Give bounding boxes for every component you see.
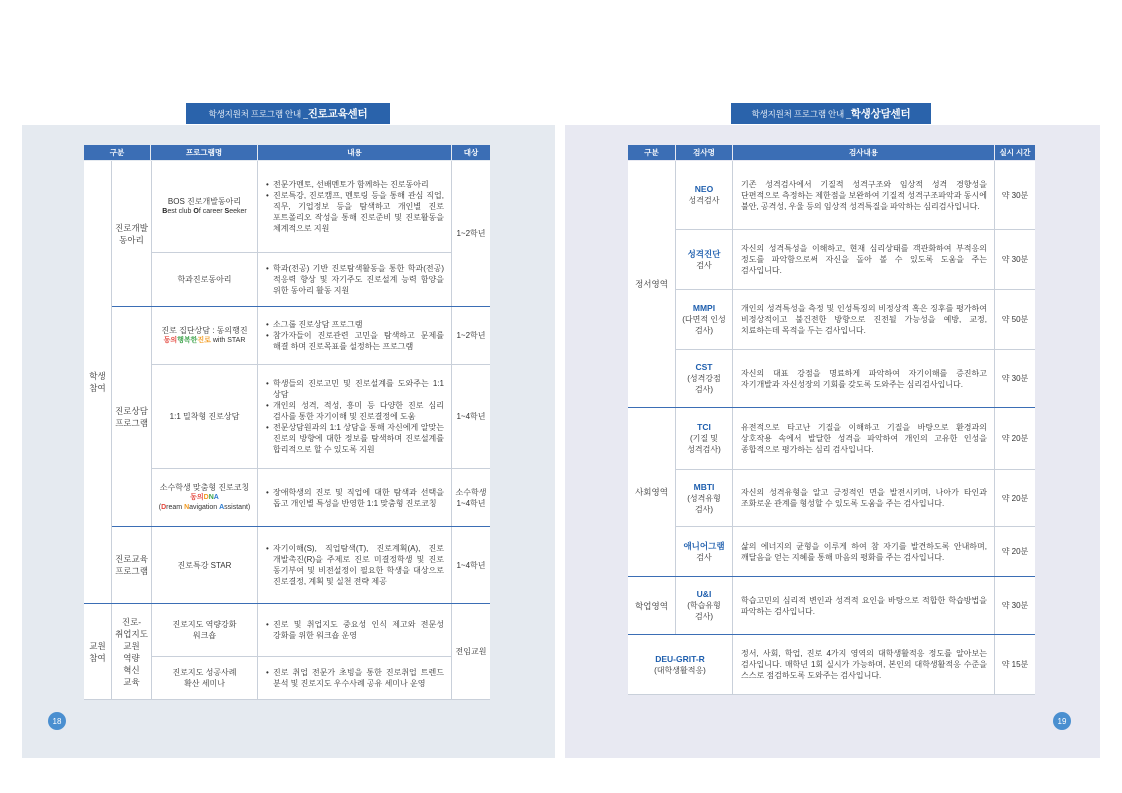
test-name-cell: [676, 290, 733, 350]
test-duration: 약 20분: [995, 408, 1035, 470]
subcategory-label: 진로교육 프로그램: [115, 554, 148, 576]
content-bullet: • 자기이해(S), 직업탐색(T), 진로계획(A), 진로 개발촉진(R)을 주제로 진로 미결정학생 및 진로 동기부여 및 비전설정이 필요한 학생을 대상으로 진로결정, 계획 및 실천 전략 제공: [266, 543, 444, 587]
header-category: 구분: [84, 145, 150, 160]
test-name-cell-merged: [628, 635, 733, 695]
test-name: 애니어그램: [683, 540, 725, 551]
group-divider: [112, 526, 490, 527]
test-subname: 검사: [696, 260, 712, 270]
target-label: 전임교원: [455, 647, 487, 656]
area-label: 정서영역: [635, 279, 668, 289]
target-cell: [452, 469, 490, 527]
test-duration: 약 15분: [995, 635, 1035, 695]
area-social: [628, 408, 676, 577]
category-label: 학생 참여: [89, 371, 106, 393]
test-subname: (기질 및 성격검사): [687, 434, 721, 454]
subcategory-counseling: [112, 307, 152, 527]
test-name-cell: [676, 230, 733, 290]
test-description: 정서, 사회, 학업, 진로 4가지 영역의 대학생활적응 정도를 알아보는 검사입니다. 매학년 1회 실시가 가능하며, 본인의 대학생활적응 수준을 스스로 점검하도록 도와주는 검사입니다.: [733, 635, 995, 695]
test-description: 자신의 대표 강점을 명료하게 파악하여 자기이해를 증진하고 자기개발과 자신성장의 기회를 갖도록 도와주는 심리검사입니다.: [733, 350, 995, 408]
program-name: 진로특강 STAR: [177, 560, 232, 570]
test-name: U&I: [696, 589, 712, 599]
subcategory-faculty-training: [112, 604, 152, 700]
badge-highlight: 진로교육센터: [307, 108, 368, 120]
target-cell: [452, 307, 490, 365]
program-name: 워크숍: [192, 631, 217, 640]
program-content-cell: [258, 307, 452, 365]
test-description: 삶의 에너지의 균형을 이루게 하여 참 자기를 발견하도록 안내하며, 깨달음을 얻는 지혜를 통해 마음의 평화를 주는 검사입니다.: [733, 527, 995, 577]
test-name-cell: [676, 408, 733, 470]
program-name: BOS 진로개발동아리: [167, 197, 242, 206]
program-name: 진로지도 역량강화: [172, 620, 237, 629]
program-name-cell: [152, 365, 258, 469]
program-name-cell: [152, 307, 258, 365]
subcategory-label: 진로개발 동아리: [115, 222, 148, 245]
test-subname: 성격검사: [688, 196, 720, 205]
program-subtitle: 동의행복한진로 with STAR: [163, 337, 246, 344]
target-label: 1~2학년: [456, 229, 486, 238]
test-subname: (학습유형 검사): [687, 601, 721, 621]
test-name: NEO: [694, 184, 714, 194]
test-name-cell: [676, 470, 733, 527]
content-bullet: • 전문가멘토, 선배멘토가 함께하는 진로동아리: [266, 179, 444, 190]
test-subname: (성격유형 검사): [687, 493, 721, 514]
target-label: 소수학생 1~4학년: [455, 487, 487, 508]
badge-prefix: 학생지원처 프로그램 안내 _: [751, 108, 851, 119]
program-name-cell: [152, 657, 258, 700]
content-bullet: • 진로 및 취업지도 중요성 인식 제고와 전문성 강화를 위한 워크숍 운영: [266, 619, 444, 641]
program-name: 진로 집단상담 : 동의행진: [161, 326, 248, 335]
header-program: 프로그램명: [151, 145, 257, 160]
target-cell: [452, 365, 490, 469]
test-duration: 약 30분: [995, 350, 1035, 408]
content-bullet: • 진로 취업 전문가 초빙을 통한 진로취업 트렌드 분석 및 진로지도 우수사례 공유 세미나 운영: [266, 667, 444, 689]
content-bullet: • 학생들의 진로고민 및 진로설계를 도와주는 1:1 상담: [266, 378, 444, 400]
program-content-cell: [258, 161, 452, 253]
left-title-badge: [186, 103, 390, 124]
header-test-content: 검사내용: [733, 145, 994, 160]
test-name-cell: [676, 577, 733, 635]
target-label: 1~4학년: [456, 560, 486, 570]
test-subname: (대학생활적응): [654, 665, 706, 675]
target-label: 1~2학년: [456, 331, 486, 340]
test-duration: 약 50분: [995, 290, 1035, 350]
program-content-cell: [258, 527, 452, 604]
header-test-name: 검사명: [676, 145, 732, 160]
target-cell: [452, 161, 490, 307]
subcategory-label: 진로상담 프로그램: [115, 405, 148, 428]
group-divider: [112, 306, 490, 307]
program-name: 확산 세미나: [184, 679, 225, 688]
content-bullet: • 학과(전공) 기반 진로탐색활동을 통한 학과(전공) 적응력 향상 및 자기주도 진로설계 능력 함양을 위한 동아리 활동 지원: [266, 263, 444, 296]
area-academic: [628, 577, 676, 635]
area-emotional: [628, 161, 676, 408]
subcategory-label: 진로- 취업지도 교원 역량 혁신 교육: [115, 616, 148, 687]
content-bullet: • 장애학생의 진로 및 직업에 대한 탐색과 선택을 돕고 개인별 특성을 반영한 1:1 맞춤형 진로코칭: [266, 487, 444, 509]
test-description: 유전적으로 타고난 기질을 이해하고 기질을 바탕으로 환경과의 상호작용 속에서 발달한 성격을 파악하여 개인의 고유한 인성을 종합적으로 평가하는 심리 검사입니다.: [733, 408, 995, 470]
header-area: 구분: [628, 145, 675, 160]
program-subtitle: Best club Of career Seeker: [162, 208, 247, 215]
test-duration: 약 20분: [995, 470, 1035, 527]
test-description: 학습고민의 심리적 변인과 성격적 요인을 바탕으로 적합한 학습방법을 파악하는 검사입니다.: [733, 577, 995, 635]
area-label: 사회영역: [635, 487, 668, 497]
header-duration: 실시 시간: [995, 145, 1035, 160]
header-content: 내용: [258, 145, 451, 160]
target-cell: [452, 604, 490, 700]
badge-highlight: 학생상담센터: [850, 108, 911, 120]
page-number-right: 19: [1053, 712, 1071, 730]
program-content-cell: [258, 604, 452, 657]
group-divider: [628, 576, 1035, 577]
program-content-cell: [258, 253, 452, 307]
area-label: 학업영역: [635, 600, 668, 611]
category-student: [84, 161, 112, 604]
test-subname: 검사: [696, 552, 712, 562]
program-name-cell: [152, 604, 258, 657]
program-subtitle-full: (Dream Navigation Assistant): [158, 504, 251, 511]
program-name: 소수학생 맞춤형 진로코칭: [159, 483, 250, 492]
right-title-badge: [731, 103, 931, 124]
test-subname: (다면적 인성 검사): [682, 315, 726, 335]
test-duration: 약 30분: [995, 161, 1035, 230]
program-name-cell: [152, 469, 258, 527]
test-description: 자신의 성격유형을 알고 긍정적인 면을 발전시키며, 나아가 타인과 조화로운 관계를 형성할 수 있도록 도움을 주는 검사입니다.: [733, 470, 995, 527]
test-name-cell: [676, 350, 733, 408]
header-target: 대상: [452, 145, 490, 160]
badge-prefix: 학생지원처 프로그램 안내 _: [208, 108, 308, 119]
test-name: TCI: [697, 422, 711, 432]
program-name-cell: [152, 161, 258, 253]
program-content-cell: [258, 469, 452, 527]
program-content-cell: [258, 657, 452, 700]
program-name: 1:1 밀착형 진로상담: [169, 412, 240, 421]
subcategory-education: [112, 527, 152, 604]
test-name: MBTI: [693, 481, 715, 492]
content-bullet: • 소그룹 진로상담 프로그램: [266, 319, 444, 330]
content-bullet: • 참가자들이 진로관련 고민을 탐색하고 문제를 해결 하며 진로목표를 설정하는 프로그램: [266, 330, 444, 352]
category-label: 교원 참여: [89, 640, 106, 663]
program-subtitle: 동의DNA: [190, 494, 219, 501]
test-description: 기존 성격검사에서 기질적 성격구조와 임상적 성격 경향성을 단편적으로 측정하는 제한점을 보완하여 기질적 성격구조파악과 동시에 불안, 공격성, 우울 등의 임상적 성격특질을 파악하는 심리검사입니다.: [733, 161, 995, 230]
program-name: 진로지도 성공사례: [172, 668, 237, 677]
test-name: MMPI: [692, 303, 716, 313]
content-bullet: • 개인의 성격, 적성, 흥미 등 다양한 진로 심리 검사를 통한 자기이해 및 진로결정에 도움: [266, 400, 444, 422]
program-name-cell: [152, 527, 258, 604]
group-divider: [628, 634, 1035, 635]
test-duration: 약 30분: [995, 577, 1035, 635]
content-bullet: • 진로특강, 진로캠프, 멘토링 등을 통해 관심 직업, 직무, 기업정보 등을 탐색하고 개인별 진로 포트폴리오 작성을 통해 진로준비 및 진로활동을 체계적으로 지원: [266, 190, 444, 234]
group-divider: [84, 603, 490, 604]
program-name-cell: [152, 253, 258, 307]
test-description: 자신의 성격특성을 이해하고, 현재 심리상태를 객관화하여 부적응의 정도를 파악함으로써 자신을 돌아 볼 수 있도록 도움을 주는 검사입니다.: [733, 230, 995, 290]
program-content-cell: [258, 365, 452, 469]
subcategory-club: [112, 161, 152, 307]
category-faculty: [84, 604, 112, 700]
test-subname: (성격강점 검사): [687, 374, 721, 394]
target-cell: [452, 527, 490, 604]
test-name-cell: [676, 161, 733, 230]
test-name-cell: [676, 527, 733, 577]
test-name: CST: [695, 362, 713, 372]
test-description: 개인의 성격특성을 측정 및 인성특징의 비정상적 혹은 징후를 평가하여 비정상적이고 불건전한 방향으로 진전될 가능성을 예방, 교정, 치료하는데 목적을 두는 검사입니다.: [733, 290, 995, 350]
page-number-left: 18: [48, 712, 66, 730]
target-label: 1~4학년: [456, 412, 486, 421]
test-name: DEU-GRIT-R: [655, 653, 705, 664]
group-divider: [628, 407, 1035, 408]
test-duration: 약 30분: [995, 230, 1035, 290]
test-name: 성격진단: [687, 248, 721, 259]
program-name: 학과진로동아리: [177, 275, 232, 284]
content-bullet: • 전문상담원과의 1:1 상담을 통해 자신에게 알맞는 진로의 방향에 대한 정보를 탐색하며 진로설계를 합리적으로 할 수 있도록 지원: [266, 422, 444, 455]
test-duration: 약 20분: [995, 527, 1035, 577]
